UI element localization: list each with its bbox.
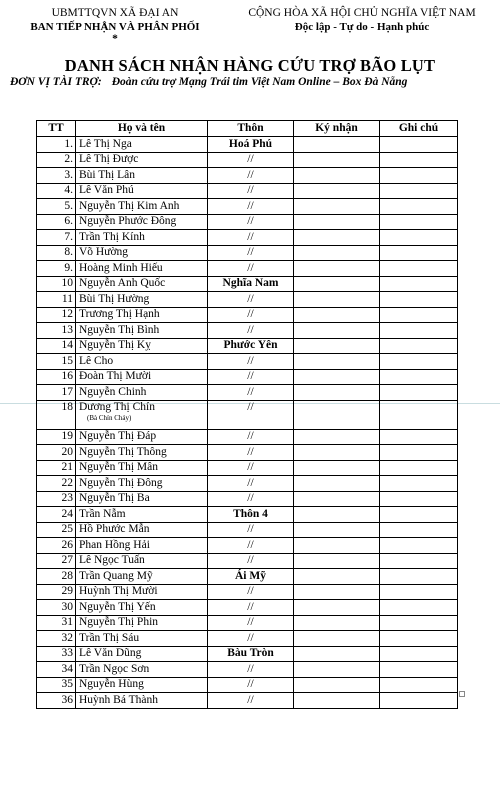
signature-cell xyxy=(294,507,380,523)
note-cell xyxy=(380,429,458,445)
signature-cell xyxy=(294,307,380,323)
table-row xyxy=(37,168,458,184)
row-number: 30 xyxy=(37,600,76,616)
note-cell xyxy=(380,677,458,693)
note-cell xyxy=(380,307,458,323)
village-cell: // xyxy=(208,553,294,569)
header-star: * xyxy=(112,33,118,45)
note-cell xyxy=(380,553,458,569)
recipient-name-cell xyxy=(76,476,208,492)
recipient-name: Lê Cho xyxy=(79,354,114,367)
signature-cell xyxy=(294,385,380,401)
recipient-name-cell xyxy=(76,323,208,339)
table-row xyxy=(37,491,458,507)
note-cell xyxy=(380,152,458,168)
table-row xyxy=(37,522,458,538)
signature-cell xyxy=(294,631,380,647)
village-cell: Nghĩa Nam xyxy=(208,276,294,292)
signature-cell xyxy=(294,323,380,339)
recipient-name: Nguyễn Thị Ba xyxy=(79,492,150,505)
table-row xyxy=(37,615,458,631)
table-row xyxy=(37,553,458,569)
recipient-name: Bùi Thị Hường xyxy=(79,292,150,305)
recipient-name: Nguyễn Thị Phin xyxy=(79,616,159,629)
recipient-name: Nguyễn Thị Kỵ xyxy=(79,339,151,352)
organization-name: UBMTTQVN XÃ ĐẠI AN xyxy=(51,7,179,19)
recipient-name-cell xyxy=(76,507,208,523)
header-right xyxy=(224,6,500,34)
note-cell xyxy=(380,385,458,401)
recipient-name-cell xyxy=(76,677,208,693)
village-cell: Thôn 4 xyxy=(208,507,294,523)
village-cell: // xyxy=(208,230,294,246)
signature-cell xyxy=(294,199,380,215)
row-number: 22 xyxy=(37,476,76,492)
note-cell xyxy=(380,137,458,153)
note-cell xyxy=(380,292,458,308)
column-header-tt: TT xyxy=(37,121,76,137)
recipient-name: Nguyễn Hùng xyxy=(79,678,144,691)
note-cell xyxy=(380,168,458,184)
row-number: 7. xyxy=(37,230,76,246)
note-cell xyxy=(380,369,458,385)
row-number: 20 xyxy=(37,445,76,461)
table-row xyxy=(37,323,458,339)
row-number: 24 xyxy=(37,507,76,523)
note-cell xyxy=(380,491,458,507)
table-row xyxy=(37,662,458,678)
signature-cell xyxy=(294,338,380,354)
village-cell: // xyxy=(208,460,294,476)
signature-cell xyxy=(294,261,380,277)
row-number: 25 xyxy=(37,522,76,538)
recipient-name-cell xyxy=(76,137,208,153)
row-number: 23 xyxy=(37,491,76,507)
signature-cell xyxy=(294,168,380,184)
village-cell: // xyxy=(208,199,294,215)
recipient-name: Nguyễn Thị Kim Anh xyxy=(79,199,180,212)
recipient-name: Trần Ngọc Sơn xyxy=(79,662,150,675)
village-cell: // xyxy=(208,631,294,647)
note-cell xyxy=(380,600,458,616)
table-row xyxy=(37,152,458,168)
signature-cell xyxy=(294,584,380,600)
document-title: DANH SÁCH NHẬN HÀNG CỨU TRỢ BÃO LỤT xyxy=(64,56,436,75)
signature-cell xyxy=(294,369,380,385)
row-number: 2. xyxy=(37,152,76,168)
signature-cell xyxy=(294,476,380,492)
signature-cell xyxy=(294,292,380,308)
sponsor-value: Đoàn cứu trợ Mạng Trái tim Việt Nam Online – Box Đà Nẵng xyxy=(111,76,408,88)
table-row xyxy=(37,214,458,230)
table-row xyxy=(37,600,458,616)
recipient-name: Nguyễn Thị Bình xyxy=(79,323,160,336)
row-number: 5. xyxy=(37,199,76,215)
resize-handle[interactable] xyxy=(459,691,465,697)
row-number: 10 xyxy=(37,276,76,292)
village-cell: // xyxy=(208,538,294,554)
recipient-name-cell xyxy=(76,631,208,647)
recipient-name-cell xyxy=(76,600,208,616)
signature-cell xyxy=(294,245,380,261)
village-cell: // xyxy=(208,385,294,401)
recipient-name-cell xyxy=(76,538,208,554)
row-number: 34 xyxy=(37,662,76,678)
recipient-name: Nguyễn Thị Đông xyxy=(79,476,163,489)
recipient-name-cell xyxy=(76,199,208,215)
recipient-name: Võ Hường xyxy=(79,246,129,259)
note-cell xyxy=(380,230,458,246)
recipient-name-cell xyxy=(76,168,208,184)
row-number: 29 xyxy=(37,584,76,600)
department-name: BAN TIẾP NHẬN VÀ PHÂN PHỐI xyxy=(30,21,200,33)
village-cell: // xyxy=(208,445,294,461)
table-row xyxy=(37,460,458,476)
village-cell: Phước Yên xyxy=(208,338,294,354)
recipient-name: Lê Văn Dũng xyxy=(79,647,142,660)
village-cell: Hoá Phú xyxy=(208,137,294,153)
recipient-name-cell xyxy=(76,276,208,292)
village-cell: // xyxy=(208,307,294,323)
recipient-name-cell xyxy=(76,369,208,385)
signature-cell xyxy=(294,276,380,292)
table-row xyxy=(37,183,458,199)
recipient-name-cell xyxy=(76,385,208,401)
note-cell xyxy=(380,693,458,709)
table-row xyxy=(37,538,458,554)
village-cell: Bàu Tròn xyxy=(208,646,294,662)
recipient-name-cell xyxy=(76,615,208,631)
table-row xyxy=(37,693,458,709)
note-cell xyxy=(380,323,458,339)
recipient-name-cell xyxy=(76,152,208,168)
recipient-name-cell xyxy=(76,214,208,230)
row-number: 17 xyxy=(37,385,76,401)
note-cell xyxy=(380,615,458,631)
recipient-name-cell xyxy=(76,693,208,709)
note-cell xyxy=(380,261,458,277)
recipient-name-cell xyxy=(76,584,208,600)
recipient-name: Lê Văn Phú xyxy=(79,184,134,197)
table-row xyxy=(37,429,458,445)
village-cell: // xyxy=(208,584,294,600)
signature-cell xyxy=(294,354,380,370)
row-number: 3. xyxy=(37,168,76,184)
note-cell xyxy=(380,507,458,523)
table-body xyxy=(37,137,458,709)
recipient-name: Trần Quang Mỹ xyxy=(79,569,153,582)
table-row xyxy=(37,307,458,323)
row-number: 27 xyxy=(37,553,76,569)
table-row xyxy=(37,245,458,261)
note-cell xyxy=(380,199,458,215)
recipient-name: Huỳnh Bá Thành xyxy=(79,693,159,706)
signature-cell xyxy=(294,152,380,168)
table-row xyxy=(37,199,458,215)
table-row xyxy=(37,400,458,429)
note-cell xyxy=(380,538,458,554)
note-cell xyxy=(380,646,458,662)
note-cell xyxy=(380,476,458,492)
village-cell: // xyxy=(208,693,294,709)
signature-cell xyxy=(294,600,380,616)
table-row xyxy=(37,507,458,523)
signature-cell xyxy=(294,538,380,554)
signature-cell xyxy=(294,522,380,538)
table-row xyxy=(37,385,458,401)
row-number: 4. xyxy=(37,183,76,199)
row-number: 19 xyxy=(37,429,76,445)
table-row xyxy=(37,261,458,277)
column-header-note: Ghi chú xyxy=(380,121,458,137)
row-number: 9. xyxy=(37,261,76,277)
table-row xyxy=(37,445,458,461)
note-cell xyxy=(380,400,458,429)
signature-cell xyxy=(294,400,380,429)
table-row xyxy=(37,646,458,662)
note-cell xyxy=(380,183,458,199)
recipient-name: Nguyễn Thị Mân xyxy=(79,461,159,474)
note-cell xyxy=(380,338,458,354)
signature-cell xyxy=(294,230,380,246)
village-cell: // xyxy=(208,476,294,492)
recipient-name-cell xyxy=(76,646,208,662)
signature-cell xyxy=(294,460,380,476)
table-row xyxy=(37,569,458,585)
row-number: 35 xyxy=(37,677,76,693)
recipient-name: Lê Thị Nga xyxy=(79,137,132,150)
row-number: 14 xyxy=(37,338,76,354)
village-cell: // xyxy=(208,292,294,308)
recipient-name: Nguyễn Chinh xyxy=(79,385,147,398)
village-cell: // xyxy=(208,354,294,370)
note-cell xyxy=(380,522,458,538)
table-row xyxy=(37,137,458,153)
recipient-name: Lê Ngọc Tuấn xyxy=(79,554,145,567)
row-number: 32 xyxy=(37,631,76,647)
note-cell xyxy=(380,584,458,600)
recipient-name: Hồ Phước Mẫn xyxy=(79,523,150,536)
column-header-signature: Ký nhận xyxy=(294,121,380,137)
recipient-name-cell xyxy=(76,662,208,678)
recipient-name-cell xyxy=(76,460,208,476)
table-row xyxy=(37,276,458,292)
village-cell: Ái Mỹ xyxy=(208,569,294,585)
row-number: 12 xyxy=(37,307,76,323)
table-header-row xyxy=(37,121,458,137)
recipient-name-cell xyxy=(76,338,208,354)
village-cell: // xyxy=(208,183,294,199)
recipient-name: Phan Hồng Hải xyxy=(79,538,150,551)
signature-cell xyxy=(294,646,380,662)
table-row xyxy=(37,292,458,308)
village-cell: // xyxy=(208,600,294,616)
recipient-name-cell xyxy=(76,230,208,246)
recipient-name: Huỳnh Thị Mười xyxy=(79,585,158,598)
row-number: 18 xyxy=(37,400,76,429)
village-cell: // xyxy=(208,214,294,230)
signature-cell xyxy=(294,137,380,153)
recipient-name-cell xyxy=(76,429,208,445)
recipient-name-cell xyxy=(76,245,208,261)
recipient-name-cell xyxy=(76,445,208,461)
signature-cell xyxy=(294,183,380,199)
recipient-name-cell xyxy=(76,183,208,199)
signature-cell xyxy=(294,615,380,631)
recipient-name: Bùi Thị Lân xyxy=(79,168,136,181)
note-cell xyxy=(380,354,458,370)
recipient-name: Trần Nẫm xyxy=(79,507,126,520)
row-number: 11 xyxy=(37,292,76,308)
recipient-name: Nguyễn Thị Đáp xyxy=(79,430,157,443)
village-cell: // xyxy=(208,429,294,445)
recipient-name: Dương Thị Chín xyxy=(79,400,155,413)
recipient-name-cell xyxy=(76,553,208,569)
recipient-name-cell xyxy=(76,292,208,308)
village-cell: // xyxy=(208,369,294,385)
village-cell: // xyxy=(208,261,294,277)
recipient-name-cell xyxy=(76,569,208,585)
sponsor-label: ĐƠN VỊ TÀI TRỢ: xyxy=(10,76,102,88)
column-header-name: Họ và tên xyxy=(76,121,208,137)
note-cell xyxy=(380,631,458,647)
national-motto: Độc lập - Tự do - Hạnh phúc xyxy=(294,21,430,33)
table-row xyxy=(37,354,458,370)
header-left xyxy=(0,6,230,44)
village-cell: // xyxy=(208,491,294,507)
recipient-name: Nguyễn Phước Đông xyxy=(79,215,177,228)
row-number: 13 xyxy=(37,323,76,339)
table-row xyxy=(37,338,458,354)
row-number: 16 xyxy=(37,369,76,385)
recipient-name: Trương Thị Hạnh xyxy=(79,308,160,321)
recipient-name: Nguyễn Anh Quốc xyxy=(79,277,166,290)
village-cell: // xyxy=(208,615,294,631)
table-row xyxy=(37,584,458,600)
recipient-name: Hoàng Minh Hiếu xyxy=(79,261,163,274)
recipient-name: Nguyễn Thị Yến xyxy=(79,600,156,613)
column-header-village: Thôn xyxy=(208,121,294,137)
recipient-table xyxy=(36,120,458,709)
recipient-alias: (Bà Chín Chảy) xyxy=(87,413,132,422)
sponsor-line xyxy=(10,76,500,88)
table-row xyxy=(37,369,458,385)
note-cell xyxy=(380,445,458,461)
row-number: 1. xyxy=(37,137,76,153)
signature-cell xyxy=(294,569,380,585)
row-number: 26 xyxy=(37,538,76,554)
signature-cell xyxy=(294,445,380,461)
recipient-name: Trần Thị Kính xyxy=(79,230,145,243)
note-cell xyxy=(380,245,458,261)
recipient-name: Đoàn Thị Mười xyxy=(79,370,152,383)
row-number: 33 xyxy=(37,646,76,662)
village-cell: // xyxy=(208,152,294,168)
note-cell xyxy=(380,662,458,678)
village-cell: // xyxy=(208,323,294,339)
note-cell xyxy=(380,276,458,292)
note-cell xyxy=(380,569,458,585)
village-cell: // xyxy=(208,245,294,261)
row-number: 8. xyxy=(37,245,76,261)
signature-cell xyxy=(294,491,380,507)
village-cell: // xyxy=(208,522,294,538)
signature-cell xyxy=(294,662,380,678)
signature-cell xyxy=(294,693,380,709)
row-number: 36 xyxy=(37,693,76,709)
row-number: 31 xyxy=(37,615,76,631)
row-number: 6. xyxy=(37,214,76,230)
village-cell: // xyxy=(208,677,294,693)
village-cell: // xyxy=(208,662,294,678)
signature-cell xyxy=(294,553,380,569)
village-cell: // xyxy=(208,168,294,184)
recipient-name: Nguyễn Thị Thông xyxy=(79,445,167,458)
recipient-name: Lê Thị Được xyxy=(79,153,139,166)
table-row xyxy=(37,476,458,492)
recipient-name-cell xyxy=(76,307,208,323)
recipient-name: Trần Thị Sáu xyxy=(79,631,140,644)
recipient-name-cell xyxy=(76,522,208,538)
recipient-name-cell xyxy=(76,354,208,370)
signature-cell xyxy=(294,214,380,230)
table-row xyxy=(37,677,458,693)
signature-cell xyxy=(294,429,380,445)
note-cell xyxy=(380,214,458,230)
recipient-name-cell xyxy=(76,261,208,277)
row-number: 21 xyxy=(37,460,76,476)
recipient-name-cell xyxy=(76,400,208,429)
village-cell: // xyxy=(208,400,294,429)
row-number: 15 xyxy=(37,354,76,370)
table-row xyxy=(37,631,458,647)
recipient-name-cell xyxy=(76,491,208,507)
note-cell xyxy=(380,460,458,476)
signature-cell xyxy=(294,677,380,693)
row-number: 28 xyxy=(37,569,76,585)
table-row xyxy=(37,230,458,246)
republic-name: CỘNG HÒA XÃ HỘI CHỦ NGHĨA VIỆT NAM xyxy=(248,7,476,19)
